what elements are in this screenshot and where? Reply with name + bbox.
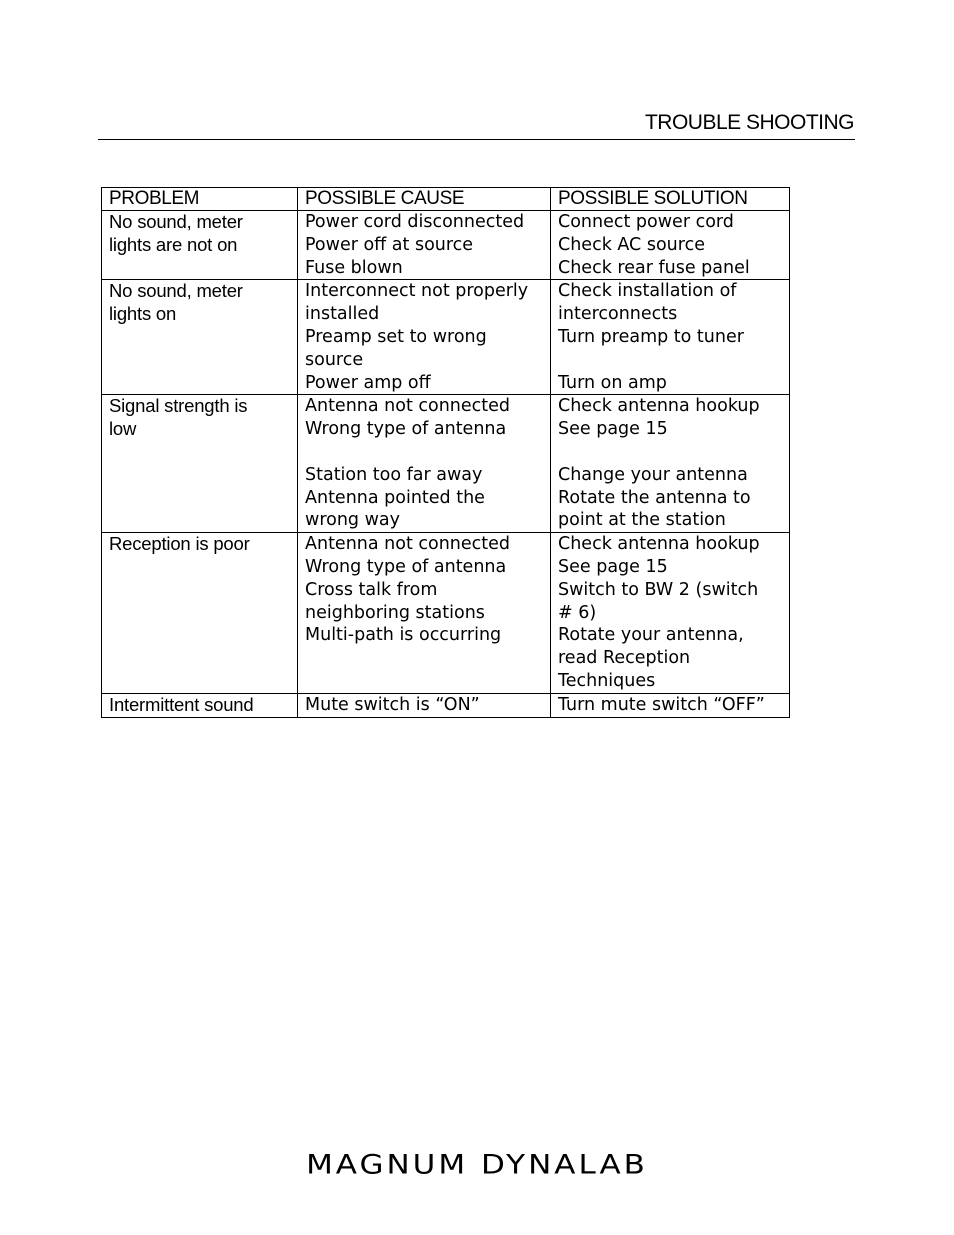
troubleshooting-table — [101, 187, 790, 718]
solution-line: Change your antenna — [558, 464, 748, 485]
problem-line: No sound, meter — [109, 280, 243, 302]
solution-line: Check antenna hookup — [558, 534, 760, 555]
column-header-problem: PROBLEM — [102, 188, 298, 211]
problem-line: Signal strength is — [109, 395, 248, 417]
solution-line: Check AC source — [558, 234, 705, 255]
cause-line: Cross talk from — [305, 579, 438, 600]
problem-cell — [102, 280, 298, 395]
cause-line: Power off at source — [305, 234, 474, 255]
cause-line: Power amp off — [305, 372, 431, 393]
cause-line: Wrong type of antenna — [305, 556, 507, 577]
cause-line: Mute switch is “ON” — [305, 694, 480, 715]
solution-line: Rotate the antenna to — [558, 487, 751, 508]
solution-line: interconnects — [558, 304, 678, 325]
table-row — [102, 211, 790, 280]
cause-line: Antenna not connected — [305, 396, 511, 417]
solution-line: Switch to BW 2 (switch — [558, 579, 759, 600]
cause-line: neighboring stations — [305, 602, 485, 623]
cause-line: wrong way — [305, 510, 400, 531]
cause-line: Wrong type of antenna — [305, 419, 507, 440]
title-divider — [98, 139, 855, 140]
table-row — [102, 280, 790, 395]
table-body — [102, 211, 790, 718]
solution-cell — [551, 533, 790, 694]
cause-cell — [298, 211, 551, 280]
column-header-cause: POSSIBLE CAUSE — [298, 188, 551, 211]
problem-line: lights are not on — [109, 233, 238, 255]
solution-line: Turn preamp to tuner — [558, 326, 744, 347]
cause-line: Antenna pointed the — [305, 487, 485, 508]
solution-line: # 6) — [558, 602, 597, 623]
solution-line: Turn on amp — [558, 372, 667, 393]
solution-cell — [551, 395, 790, 533]
section-title: TROUBLE SHOOTING — [644, 111, 854, 134]
cause-line: Power cord disconnected — [305, 212, 525, 232]
solution-cell — [551, 211, 790, 280]
solution-cell — [551, 280, 790, 395]
problem-line: No sound, meter — [109, 211, 243, 232]
solution-line: Check antenna hookup — [558, 396, 760, 417]
solution-line: Turn mute switch “OFF” — [558, 694, 765, 715]
cause-line — [305, 441, 546, 464]
problem-cell — [102, 693, 298, 717]
solution-line: See page 15 — [558, 419, 668, 440]
problem-line: lights on — [109, 303, 177, 325]
solution-line: Connect power cord — [558, 212, 734, 232]
solution-line — [558, 441, 785, 464]
cause-line: source — [305, 349, 364, 370]
problem-cell — [102, 211, 298, 280]
solution-line: Check installation of — [558, 281, 737, 302]
cause-line: installed — [305, 304, 380, 325]
solution-line: read Reception — [558, 648, 691, 669]
problem-cell — [102, 395, 298, 533]
table-row — [102, 533, 790, 694]
cause-cell — [298, 533, 551, 694]
solution-line: point at the station — [558, 510, 726, 531]
solution-line — [558, 349, 785, 372]
cause-line: Preamp set to wrong — [305, 326, 487, 347]
cause-cell — [298, 395, 551, 533]
cause-line: Multi-path is occurring — [305, 625, 502, 646]
table-header-row — [102, 188, 790, 211]
cause-line: Fuse blown — [305, 257, 403, 278]
problem-line: low — [109, 418, 137, 440]
solution-line: See page 15 — [558, 556, 668, 577]
problem-cell — [102, 533, 298, 694]
brand-logo: MAGNUM DYNALAB — [306, 1149, 648, 1181]
cause-line: Interconnect not properly — [305, 281, 529, 302]
column-header-solution: POSSIBLE SOLUTION — [551, 188, 790, 211]
cause-cell — [298, 693, 551, 717]
cause-line: Antenna not connected — [305, 534, 511, 555]
cause-cell — [298, 280, 551, 395]
table-row — [102, 693, 790, 717]
cause-line: Station too far away — [305, 464, 483, 485]
solution-cell — [551, 693, 790, 717]
problem-line: Intermittent sound — [109, 693, 254, 715]
solution-line: Rotate your antenna, — [558, 625, 744, 646]
problem-line: Reception is poor — [109, 533, 250, 555]
solution-line: Techniques — [558, 670, 656, 691]
table-row — [102, 395, 790, 533]
solution-line: Check rear fuse panel — [558, 257, 750, 278]
